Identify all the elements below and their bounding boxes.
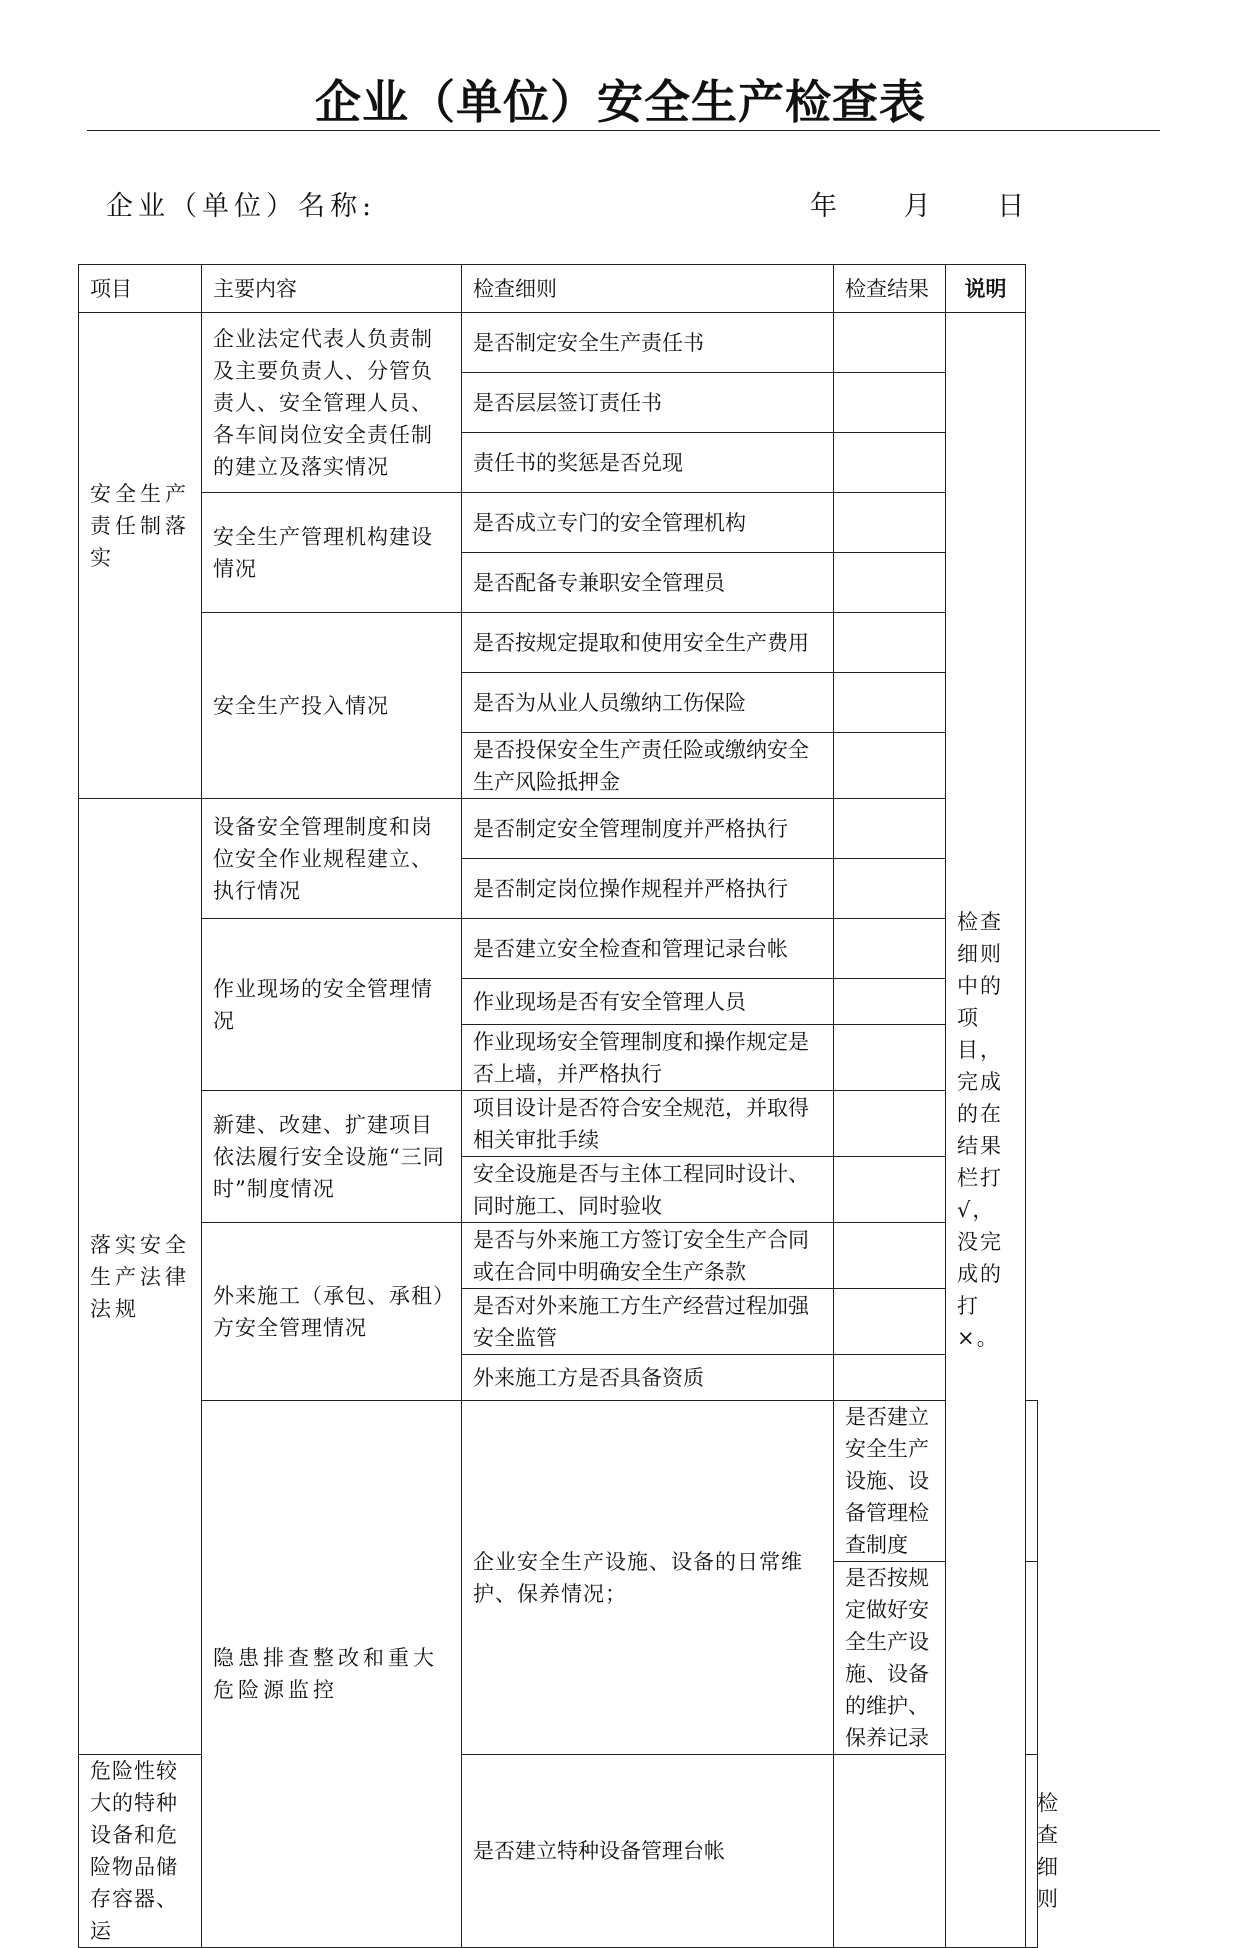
page-title: 企业（单位）安全生产检查表 <box>315 75 926 129</box>
result-cell[interactable] <box>834 799 946 859</box>
result-cell[interactable] <box>834 613 946 673</box>
category-cell: 落实安全生产法律法规 <box>79 799 202 1755</box>
rule-cell: 是否制定安全生产责任书 <box>462 313 834 373</box>
rule-cell: 作业现场是否有安全管理人员 <box>462 979 834 1025</box>
rule-cell: 是否投保安全生产责任险或缴纳安全生产风险抵押金 <box>462 733 834 799</box>
rule-cell: 项目设计是否符合安全规范，并取得相关审批手续 <box>462 1091 834 1157</box>
table-row <box>79 313 1038 373</box>
result-cell[interactable] <box>834 733 946 799</box>
content-cell: 企业安全生产设施、设备的日常维护、保养情况； <box>462 1401 834 1755</box>
table-row <box>79 799 1038 859</box>
rule-cell: 是否按规定做好安全生产设施、设备的维护、保养记录 <box>834 1562 946 1755</box>
result-cell[interactable] <box>834 433 946 493</box>
result-cell[interactable] <box>834 979 946 1025</box>
result-cell[interactable] <box>834 553 946 613</box>
result-cell[interactable] <box>834 1223 946 1289</box>
result-cell[interactable] <box>834 373 946 433</box>
content-cell: 安全生产投入情况 <box>202 613 462 799</box>
content-cell: 作业现场的安全管理情况 <box>202 919 462 1091</box>
content-cell: 新建、改建、扩建项目依法履行安全设施“三同时”制度情况 <box>202 1091 462 1223</box>
date-day-label: 日 <box>997 191 1030 222</box>
table-row <box>79 1223 1038 1289</box>
content-cell: 危险性较大的特种设备和危险物品储存容器、运 <box>79 1755 202 1948</box>
category-cell: 安全生产责任制落实 <box>79 313 202 799</box>
rule-cell: 安全设施是否与主体工程同时设计、同时施工、同时验收 <box>462 1157 834 1223</box>
result-cell[interactable] <box>834 859 946 919</box>
header-content: 主要内容 <box>202 265 462 313</box>
table-header-row <box>79 265 1038 313</box>
result-cell[interactable] <box>834 673 946 733</box>
result-cell[interactable] <box>834 493 946 553</box>
result-cell[interactable] <box>834 1289 946 1355</box>
header-rule: 检查细则 <box>462 265 834 313</box>
inspection-table <box>78 264 1058 1948</box>
category-cell: 隐患排查整改和重大危险源监控 <box>202 1401 462 1948</box>
rule-cell: 是否建立安全生产设施、设备管理检查制度 <box>834 1401 946 1562</box>
table-row <box>79 613 1038 673</box>
rule-cell: 外来施工方是否具备资质 <box>462 1355 834 1401</box>
result-cell[interactable] <box>834 313 946 373</box>
rule-cell: 是否配备专兼职安全管理员 <box>462 553 834 613</box>
date-year-label: 年 <box>810 191 842 222</box>
title-divider <box>87 130 1160 131</box>
rule-cell: 是否对外来施工方生产经营过程加强安全监管 <box>462 1289 834 1355</box>
rule-cell: 是否制定安全管理制度并严格执行 <box>462 799 834 859</box>
rule-cell: 是否建立特种设备管理台帐 <box>462 1755 834 1948</box>
rule-cell: 是否成立专门的安全管理机构 <box>462 493 834 553</box>
header-result: 检查结果 <box>834 265 946 313</box>
header-item: 项目 <box>79 265 202 313</box>
table-row <box>79 493 1038 553</box>
rule-cell: 是否建立安全检查和管理记录台帐 <box>462 919 834 979</box>
note-cell-continued: 检查细则 <box>1026 1755 1038 1948</box>
result-cell[interactable] <box>834 1091 946 1157</box>
rule-cell: 是否层层签订责任书 <box>462 373 834 433</box>
rule-cell: 是否按规定提取和使用安全生产费用 <box>462 613 834 673</box>
result-cell[interactable] <box>1026 1401 1038 1562</box>
result-cell[interactable] <box>834 919 946 979</box>
rule-cell: 是否制定岗位操作规程并严格执行 <box>462 859 834 919</box>
rule-cell: 是否为从业人员缴纳工伤保险 <box>462 673 834 733</box>
rule-cell: 责任书的奖惩是否兑现 <box>462 433 834 493</box>
company-name-label: 企业（单位）名称: <box>106 191 377 222</box>
content-cell: 企业法定代表人负责制及主要负责人、分管负责人、安全管理人员、各车间岗位安全责任制的建立及落实情况 <box>202 313 462 493</box>
content-cell: 设备安全管理制度和岗位安全作业规程建立、执行情况 <box>202 799 462 919</box>
rule-cell: 是否与外来施工方签订安全生产合同或在合同中明确安全生产条款 <box>462 1223 834 1289</box>
result-cell[interactable] <box>834 1355 946 1401</box>
result-cell[interactable] <box>834 1157 946 1223</box>
content-cell: 外来施工（承包、承租）方安全管理情况 <box>202 1223 462 1401</box>
result-cell[interactable] <box>834 1755 946 1948</box>
note-cell: 检查细则中的项目，完成的在结果栏打√，没完成的打×。 <box>946 313 1026 1948</box>
table-row <box>79 1091 1038 1157</box>
result-cell[interactable] <box>1026 1562 1038 1755</box>
table-row <box>79 919 1038 979</box>
date-field <box>810 184 1077 223</box>
content-cell: 安全生产管理机构建设情况 <box>202 493 462 613</box>
header-note: 说明 <box>946 265 1026 313</box>
result-cell[interactable] <box>834 1025 946 1091</box>
table-row <box>79 1401 1038 1562</box>
date-month-label: 月 <box>903 191 936 222</box>
rule-cell: 作业现场安全管理制度和操作规定是否上墙，并严格执行 <box>462 1025 834 1091</box>
